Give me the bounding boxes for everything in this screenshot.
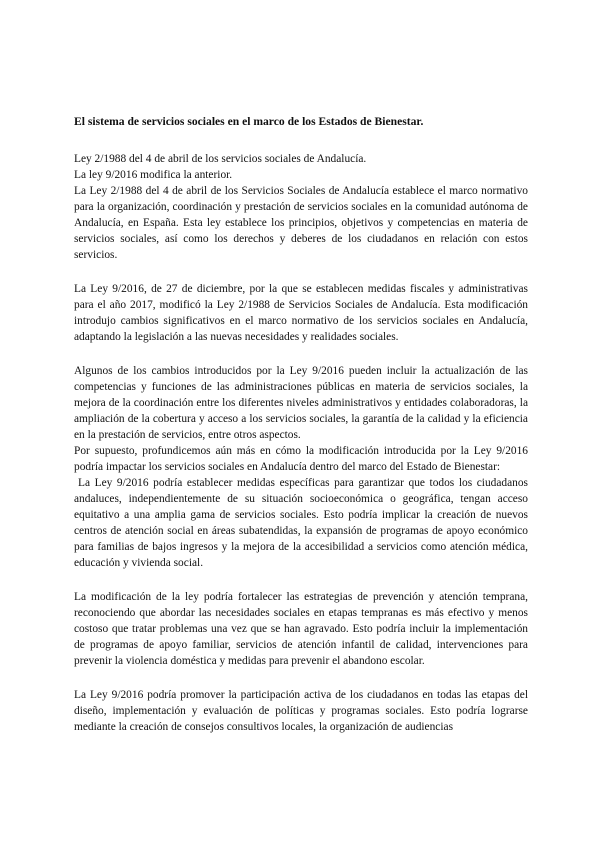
paragraph-participacion: La Ley 9/2016 podría promover la participación activa de los ciudadanos en todas las etapas del diseño, implementación y evaluación de políticas y programas sociales. Esto podría lograrse mediante la creación de consejos consultivos locales, la organización de audiencias [74,689,528,733]
paragraph-spacer [74,669,528,687]
paragraph-spacer [74,263,528,281]
document-page [74,114,528,735]
paragraph-spacer [74,345,528,363]
paragraph-ley-9-2016: La Ley 9/2016, de 27 de diciembre, por la que se establecen medidas fiscales y administrativas para el año 2017, modificó la Ley 2/1988 de Servicios Sociales de Andalucía. Esta modificación introdujo cambios significativos en el marco normativo de los servicios sociales en Andalucía, adaptando la legislación a las nuevas necesidades y realidades sociales. [74,283,528,343]
paragraph-spacer [74,571,528,589]
paragraph-prevencion: La modificación de la ley podría fortalecer las estrategias de prevención y atención temprana, reconociendo que abordar las necesidades sociales en etapas tempranas es más efectivo y menos costoso que tratar problemas una vez que se han agravado. Esto podría incluir la implementación de programas de apoyo familiar, servicios de atención infantil de calidad, intervenciones para prevenir la violencia doméstica y medidas para prevenir el abandono escolar. [74,591,528,667]
paragraph-cambios: Algunos de los cambios introducidos por la Ley 9/2016 pueden incluir la actualización de las competencias y funciones de las administraciones públicas en materia de servicios sociales, la mejora de la coordinación entre los diferentes niveles administrativos y entidades colaboradoras, la ampliación de la cobertura y acceso a los servicios sociales, la garantía de la calidad y la eficiencia en la prestación de servicios, entre otros aspectos. [74,365,528,441]
paragraph-acceso-equitativo: La Ley 9/2016 podría establecer medidas específicas para garantizar que todos los ciudadanos andaluces, independientemente de su situación socioeconómica o geográfica, tengan acceso equitativo a una amplia gama de servicios sociales. Esto podría implicar la creación de nuevos centros de atención social en áreas subatendidas, la expansión de programas de apoyo económico para familias de bajos ingresos y la mejora de la accesibilidad a servicios como atención médica, educación y vivienda social. [74,477,528,569]
paragraph-profundicemos: Por supuesto, profundicemos aún más en cómo la modificación introducida por la Ley 9/2016 podría impactar los servicios sociales en Andalucía dentro del marco del Estado de Bienestar: [74,445,528,473]
intro-line-law-2016: La ley 9/2016 modifica la anterior. [74,169,233,181]
intro-line-law-1988: Ley 2/1988 del 4 de abril de los servicios sociales de Andalucía. [74,153,367,165]
document-title: El sistema de servicios sociales en el marco de los Estados de Bienestar. [74,115,424,128]
paragraph-ley-2-1988: La Ley 2/1988 del 4 de abril de los Servicios Sociales de Andalucía establece el marco normativo para la organización, coordinación y prestación de servicios sociales en la comunidad autónoma de Andalucía, en España. Esta ley establece los principios, objetivos y competencias en materia de servicios sociales, así como los derechos y deberes de los ciudadanos en relación con estos servicios. [74,185,528,261]
